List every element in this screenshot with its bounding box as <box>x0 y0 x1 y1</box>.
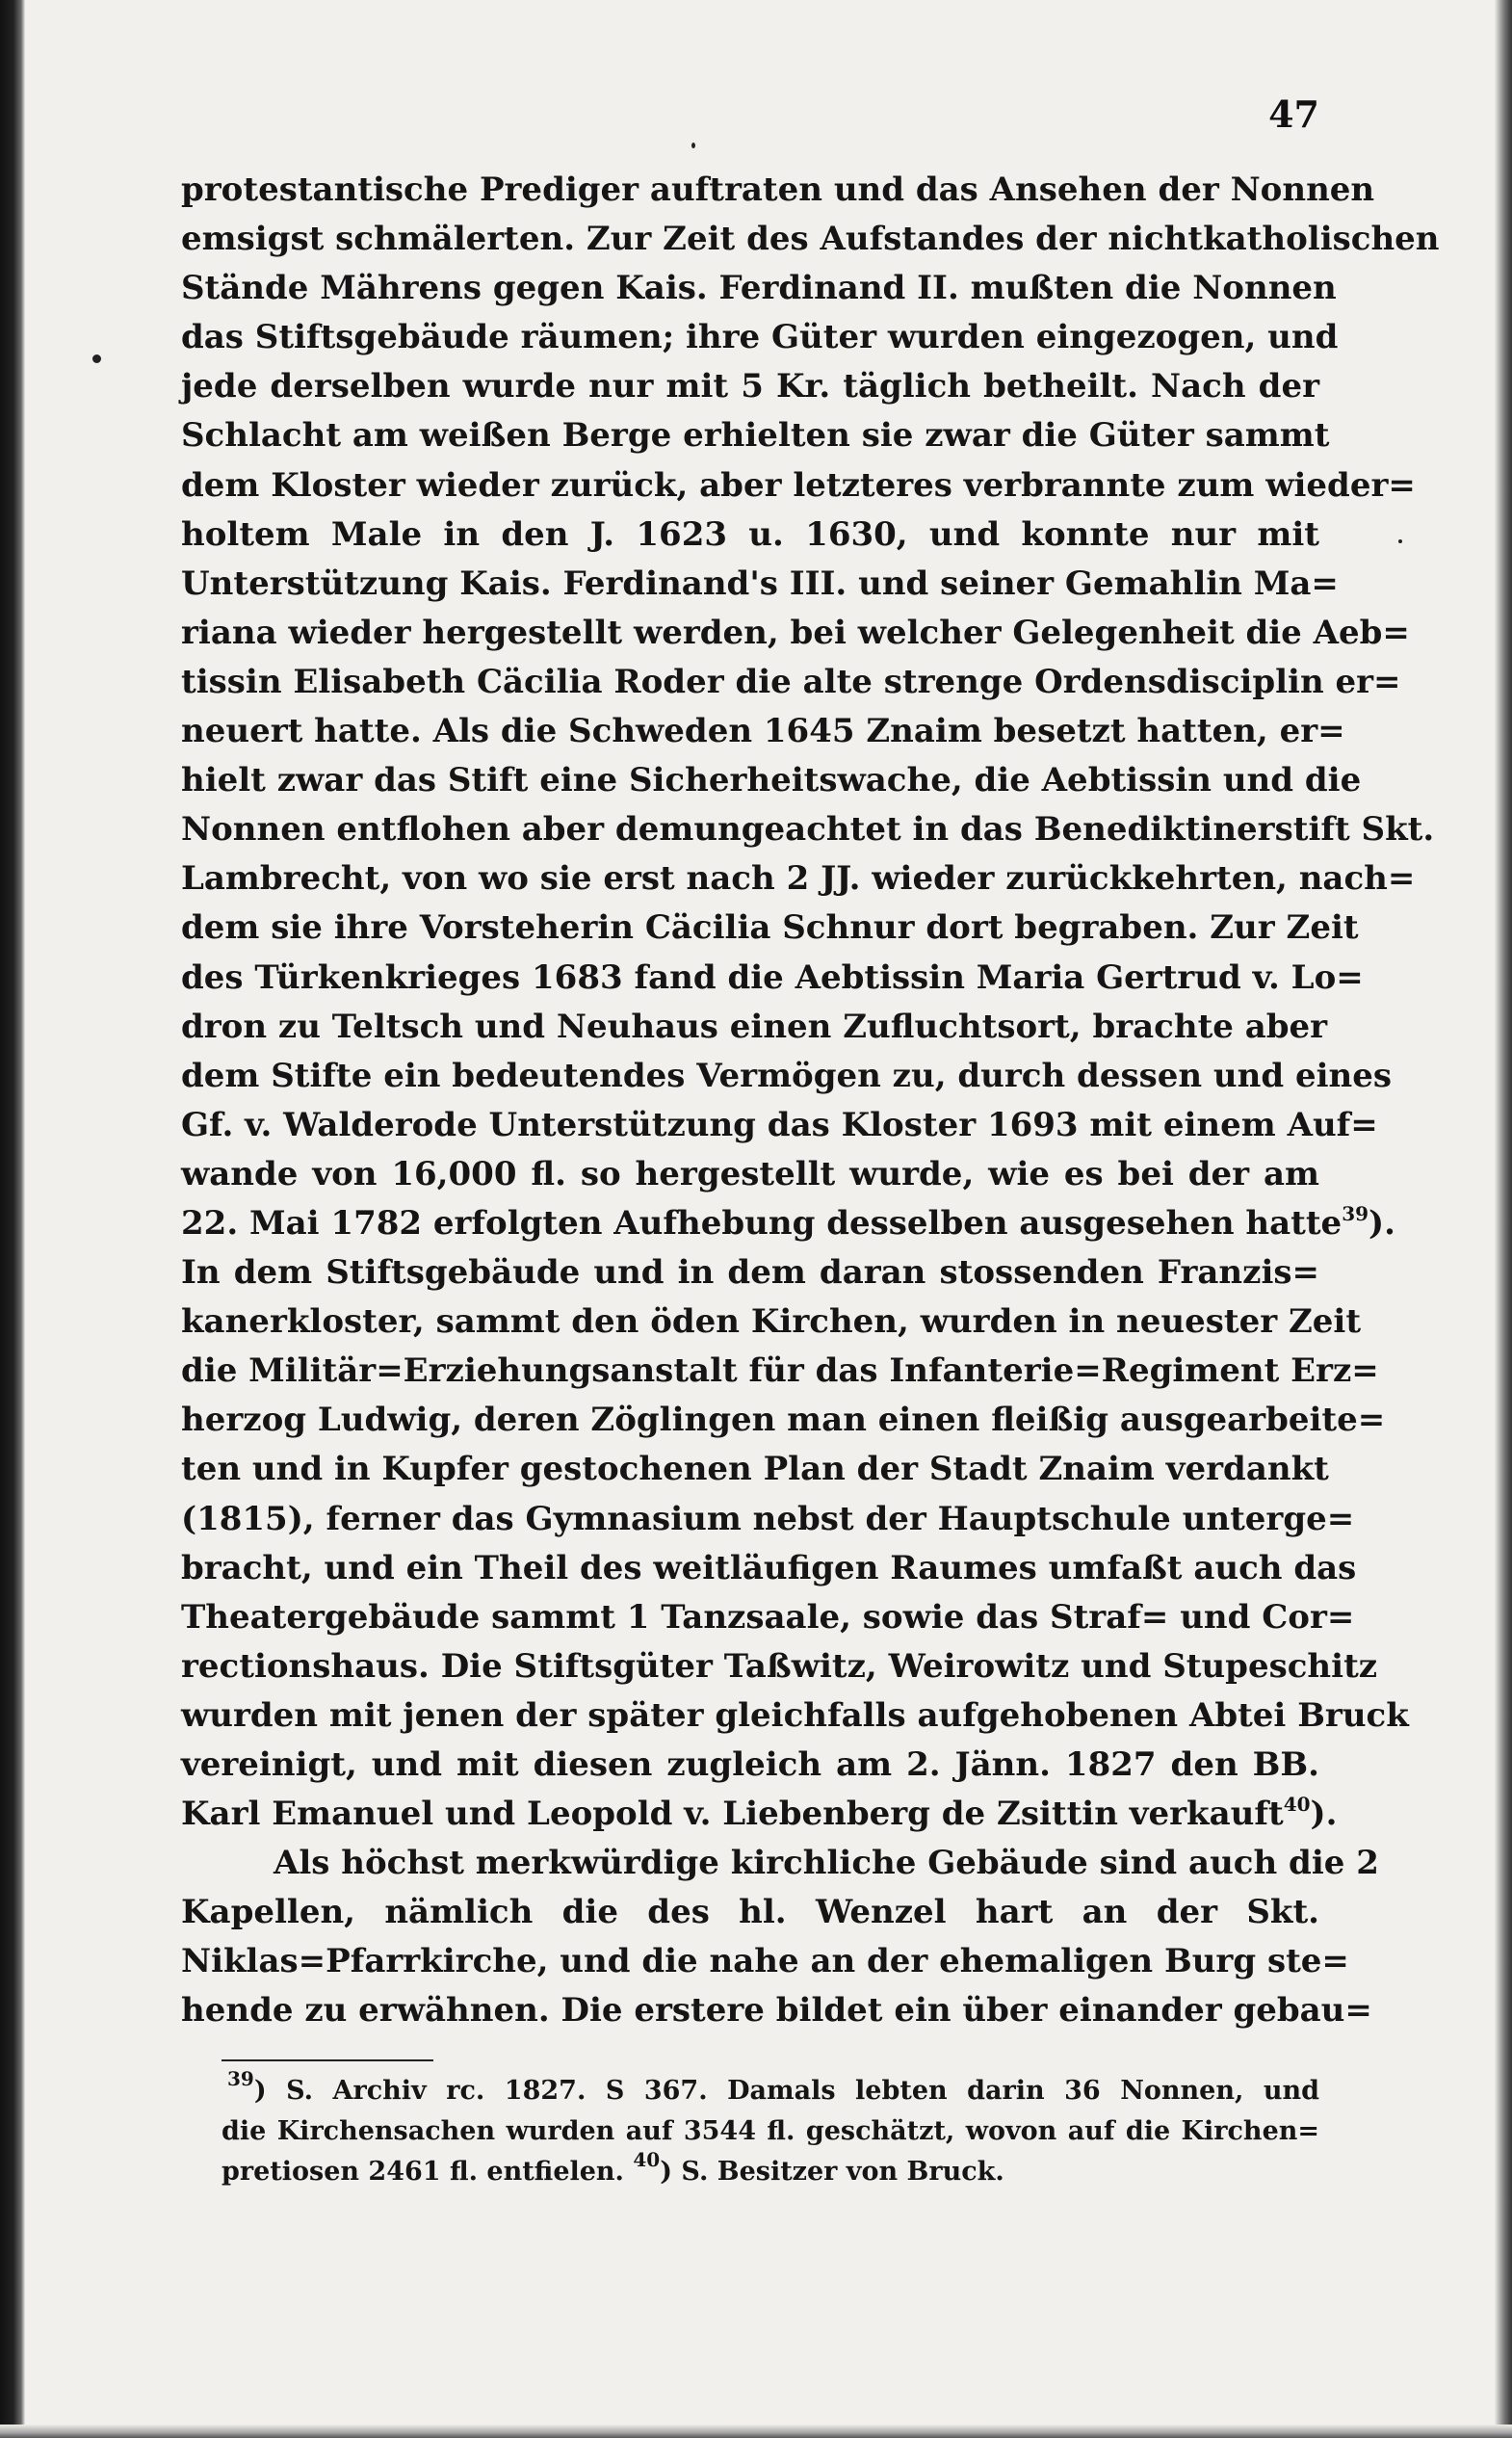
footnote-ref-close: ). <box>1369 1203 1395 1243</box>
text-line-content: 22. Mai 1782 erfolgten Aufhebung desselben ausgesehen hatte <box>181 1203 1343 1243</box>
footnote-mark-close: ) <box>253 2076 267 2106</box>
text-line: Lambrecht, von wo sie erst nach 2 JJ. wieder zurückkehrten, nach= <box>181 859 1416 899</box>
text-line: dem sie ihre Vorsteherin Cäcilia Schnur dort begraben. Zur Zeit <box>181 908 1359 948</box>
footnote-mark-40: 40 <box>633 2148 661 2171</box>
text-line: Gf. v. Walderode Unterstützung das Kloster 1693 mit einem Auf= <box>181 1105 1378 1144</box>
text-line: Nonnen entflohen aber demungeachtet in das Benediktinerstift Skt. <box>181 810 1435 850</box>
text-line: ten und in Kupfer gestochenen Plan der Stadt Znaim verdankt <box>181 1450 1329 1489</box>
text-line: holtem Male in den J. 1623 u. 1630, und konnte nur mit <box>181 514 1319 554</box>
text-line-with-footnote <box>181 1199 1395 1248</box>
scan-speck <box>1398 539 1402 543</box>
footnote-line <box>222 2148 1319 2192</box>
text-line: Unterstützung Kais. Ferdinand's III. und seiner Gemahlin Ma= <box>181 564 1339 603</box>
text-line: In dem Stiftsgebäude und in dem daran stossenden Franzis= <box>181 1253 1319 1293</box>
text-line: Kapellen, nämlich die des hl. Wenzel hart an der Skt. <box>181 1893 1319 1932</box>
text-line: dem Kloster wieder zurück, aber letzteres verbrannte zum wieder= <box>181 465 1416 505</box>
text-line: neuert hatte. Als die Schweden 1645 Znaim besetzt hatten, er= <box>181 712 1345 751</box>
scan-border-bottom <box>0 2425 1512 2438</box>
footnote-divider <box>222 2059 433 2061</box>
text-line-indented: Als höchst merkwürdige kirchliche Gebäude sind auch die 2 <box>274 1844 1379 1883</box>
text-line: Stände Mährens gegen Kais. Ferdinand II. mußten die Nonnen <box>181 269 1337 308</box>
scan-border-left <box>0 0 25 2438</box>
text-line: bracht, und ein Theil des weitläufigen Raumes umfaßt auch das <box>181 1548 1357 1587</box>
text-line: Niklas=Pfarrkirche, und die nahe an der ehemaligen Burg ste= <box>181 1942 1349 1981</box>
text-line: riana wieder hergestellt werden, bei welcher Gelegenheit die Aeb= <box>181 613 1410 652</box>
text-line: das Stiftsgebäude räumen; ihre Güter wurden eingezogen, und <box>181 318 1339 357</box>
text-line: rectionshaus. Die Stiftsgüter Taßwitz, Weirowitz und Stupeschitz <box>181 1646 1378 1686</box>
footnote-ref-39: 39 <box>1342 1201 1369 1225</box>
page-number: 47 <box>1268 92 1319 136</box>
scan-speck <box>691 143 695 148</box>
text-line: Schlacht am weißen Berge erhielten sie zwar die Güter sammt <box>181 416 1330 456</box>
text-line: wande von 16,000 fl. so hergestellt wurde, wie es bei der am <box>181 1154 1319 1193</box>
text-line: jede derselben wurde nur mit 5 Kr. täglich betheilt. Nach der <box>181 367 1319 406</box>
footnote-mark-39: 39 <box>227 2067 254 2090</box>
text-line: Theatergebäude sammt 1 Tanzsaale, sowie das Straf= und Cor= <box>181 1597 1355 1637</box>
footnote-39-continued: die Kirchensachen wurden auf 3544 fl. geschätzt, wovon auf die Kirchen= <box>222 2116 1319 2146</box>
text-line: protestantische Prediger auftraten und das Ansehen der Nonnen <box>181 170 1375 209</box>
text-line: (1815), ferner das Gymnasium nebst der Hauptschule unterge= <box>181 1499 1355 1538</box>
body-text <box>181 166 1440 2036</box>
text-line: hielt zwar das Stift eine Sicherheitswache, die Aebtissin und die <box>181 761 1362 800</box>
footnote-ref-close: ). <box>1310 1795 1338 1834</box>
text-line: die Militär=Erziehungsanstalt für das Infanterie=Regiment Erz= <box>181 1351 1379 1391</box>
text-line: hende zu erwähnen. Die erstere bildet ein über einander gebau= <box>181 1991 1372 2031</box>
text-line: tissin Elisabeth Cäcilia Roder die alte strenge Ordensdisciplin er= <box>181 662 1401 701</box>
scan-speck <box>92 354 101 363</box>
footnote-mark-close: ) <box>660 2157 672 2187</box>
text-line: vereinigt, und mit diesen zugleich am 2. Jänn. 1827 den BB. <box>181 1745 1319 1784</box>
text-line-content: Karl Emanuel und Leopold v. Liebenberg de Zsittin verkauft <box>181 1795 1284 1834</box>
text-line: emsigst schmälerten. Zur Zeit des Aufstandes der nichtkatholischen <box>181 220 1440 259</box>
footnote-39 <box>227 2067 1319 2111</box>
footnote-39-text: S. Archiv rc. 1827. S 367. Damals lebten darin 36 Nonnen, und <box>286 2076 1319 2106</box>
text-line: dron zu Teltsch und Neuhaus einen Zufluchtsort, brachte aber <box>181 1007 1328 1046</box>
text-line: herzog Ludwig, deren Zöglingen man einen fleißig ausgearbeite= <box>181 1401 1386 1440</box>
footnote-40-text: S. Besitzer von Bruck. <box>681 2157 1004 2187</box>
text-line: wurden mit jenen der später gleichfalls aufgehobenen Abtei Bruck <box>181 1695 1409 1735</box>
text-line: des Türkenkrieges 1683 fand die Aebtissin Maria Gertrud v. Lo= <box>181 957 1364 997</box>
scan-border-right <box>1495 0 1512 2438</box>
text-line-with-footnote <box>181 1790 1338 1839</box>
footnote-39-end: pretiosen 2461 fl. entfielen. <box>222 2157 624 2187</box>
text-line: dem Stifte ein bedeutendes Vermögen zu, durch dessen und eines <box>181 1056 1393 1095</box>
footnotes <box>222 2067 1319 2192</box>
footnote-ref-40: 40 <box>1283 1793 1311 1817</box>
text-line: kanerkloster, sammt den öden Kirchen, wurden in neuester Zeit <box>181 1302 1362 1342</box>
